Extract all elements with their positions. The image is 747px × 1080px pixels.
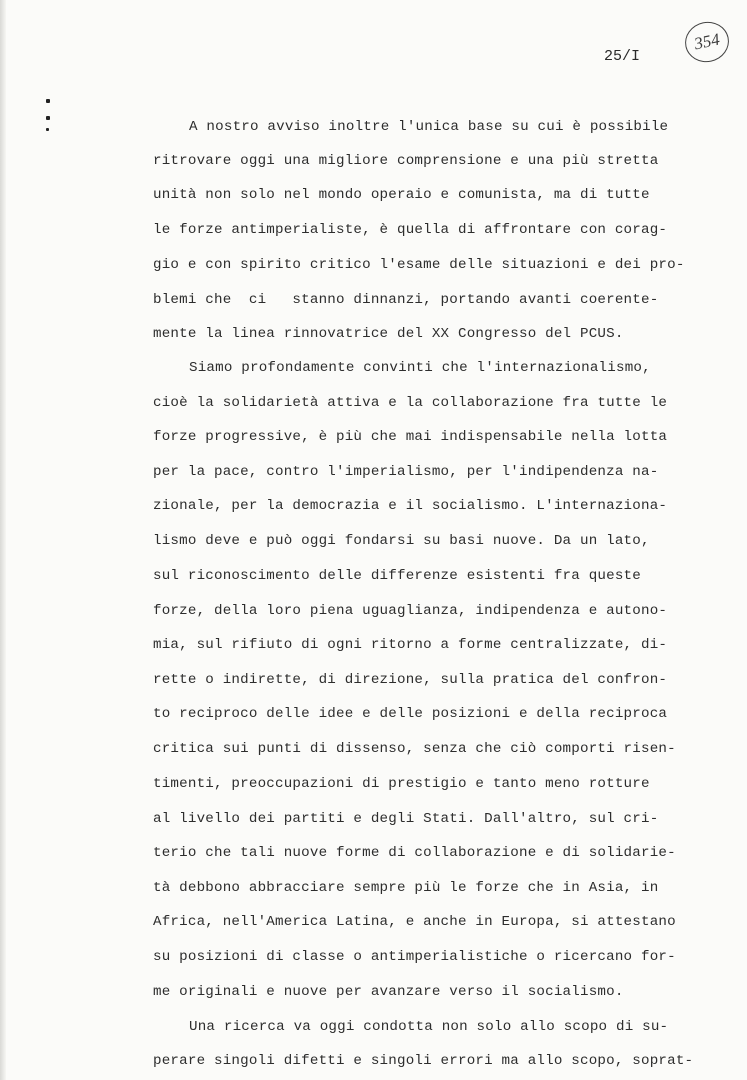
text-line: terio che tali nuove forme di collaborazione e di solidarie-	[153, 845, 676, 861]
text-line: unità non solo nel mondo operaio e comunista, ma di tutte	[153, 187, 650, 203]
text-line: al livello dei partiti e degli Stati. Dall'altro, sul cri-	[153, 811, 659, 827]
text-line: forze, della loro piena uguaglianza, indipendenza e autono-	[153, 603, 668, 619]
text-line: A nostro avviso inoltre l'unica base su cui è possibile	[189, 119, 669, 135]
text-line: cioè la solidarietà attiva e la collaborazione fra tutte le	[153, 395, 668, 411]
text-line: per la pace, contro l'imperialismo, per l'indipendenza na-	[153, 464, 659, 480]
page-number: 25/I	[604, 48, 641, 65]
text-line: le forze antimperialiste, è quella di affrontare con corag-	[153, 222, 668, 238]
margin-marks	[46, 95, 52, 140]
stamp-number: 354	[692, 29, 722, 54]
text-line: lismo deve e può oggi fondarsi su basi nuove. Da un lato,	[153, 533, 650, 549]
text-line: mente la linea rinnovatrice del XX Congresso del PCUS.	[153, 326, 624, 342]
text-line: timenti, preoccupazioni di prestigio e tanto meno rotture	[153, 776, 650, 792]
text-line: zionale, per la democrazia e il socialismo. L'internaziona-	[153, 498, 668, 514]
text-line: forze progressive, è più che mai indispensabile nella lotta	[153, 429, 668, 445]
text-line: blemi che ci stanno dinnanzi, portando avanti coerente-	[153, 292, 659, 308]
text-line: Siamo profondamente convinti che l'internazionalismo,	[189, 360, 651, 376]
text-line: Una ricerca va oggi condotta non solo allo scopo di su-	[189, 1019, 669, 1035]
text-line: tà debbono abbracciare sempre più le forze che in Asia, in	[153, 880, 659, 896]
text-line: su posizioni di classe o antimperialistiche o ricercano for-	[153, 949, 676, 965]
text-line: rette o indirette, di direzione, sulla pratica del confron-	[153, 672, 668, 688]
text-line: sul riconoscimento delle differenze esistenti fra queste	[153, 568, 641, 584]
text-line: me originali e nuove per avanzare verso il socialismo.	[153, 984, 624, 1000]
text-line: Africa, nell'America Latina, e anche in Europa, si attestano	[153, 914, 676, 930]
page-edge-shadow	[0, 0, 6, 1080]
text-line: gio e con spirito critico l'esame delle situazioni e dei pro-	[153, 257, 685, 273]
text-line: perare singoli difetti e singoli errori ma allo scopo, soprat-	[153, 1053, 694, 1069]
text-line: mia, sul rifiuto di ogni ritorno a forme centralizzate, di-	[153, 637, 668, 653]
text-line: ritrovare oggi una migliore comprensione e una più stretta	[153, 153, 659, 169]
text-line: to reciproco delle idee e delle posizioni e della reciproca	[153, 706, 668, 722]
archive-stamp	[681, 18, 732, 66]
text-line: critica sui punti di dissenso, senza che ciò comporti risen-	[153, 741, 676, 757]
